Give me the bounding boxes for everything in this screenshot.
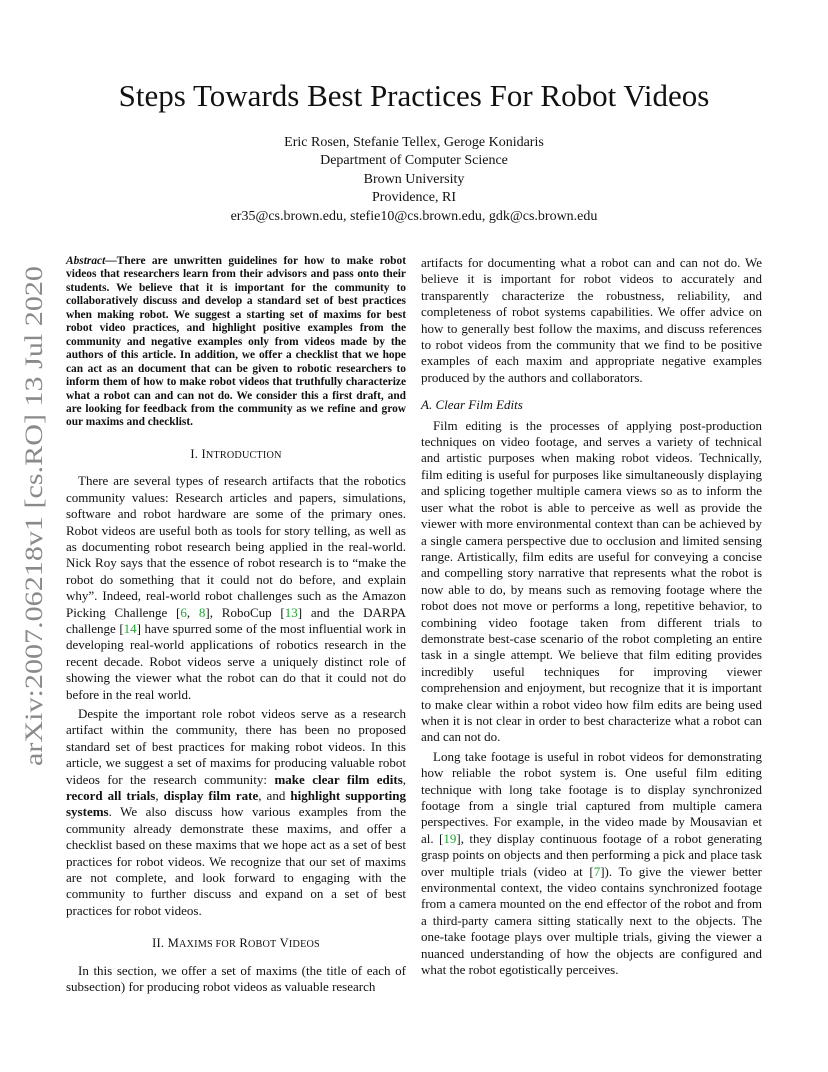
subsection-heading-clear-film-edits: A. Clear Film Edits	[421, 397, 523, 413]
intro-paragraph-1	[66, 473, 406, 703]
author-names: Eric Rosen, Stefanie Tellex, Geroge Konidaris	[284, 135, 544, 150]
abstract-text: There are unwritten guidelines for how to make robot videos that researchers learn from their advisors and pass onto their students. We believe that it is important for the community to collaboratively discuss and develop a standard set of best practices when making robot. We suggest a starting set of maxims for best robot video practices, and highlight positive examples from the community and negative examples only from videos made by the authors of this article. In addition, we offer a checklist that we hope can act as an document that can be given to robotic researchers to inform them of how to make robot videos that truthfully characterize what a robot can and can not do. We consider this a first draft, and are looking for feedback from the community as we refine and grow our maxims and checklist.	[66, 255, 406, 429]
clear-film-edits-paragraph-1: Film editing is the processes of applying post-production techniques on video footage, and serves a variety of technical and artistic purposes when making robot videos. Technically, film editing is useful for purposes like simultaneously displaying and splicing together multiple camera views so as to inform the user what the robot is able to perceive as well as provide the viewer with more environmental context than can be achieved by a single camera perspective due to occlusion and limited sensing range. Artistically, film edits are useful for conveying a concise and compelling story narrative that represents what the robot is now able to do, by means such as removing footage where the robot does not move or performs a long, repetitive behavior, to combining video footage taken from different trials to demonstrate best-case scenario of the robot completing an entire task in a single attempt. We believe that film editing provides incredibly useful techniques for improving viewer comprehension and enjoyment, but recognize that it is important to make clear within a robot video how film edits are being used when it is not clear in order to best characterize what a robot can and can not do.	[421, 417, 762, 745]
text-run: ] and the DARPA challenge [	[66, 604, 406, 636]
section-number: I.	[190, 446, 199, 461]
section-number: II.	[152, 936, 165, 951]
text-run: In this section, we offer a set of maxims (the title of each of subsection) for producing robot videos as valuable research	[66, 962, 406, 995]
maxim-record-all-trials: record all trials	[66, 788, 156, 804]
text-run: ,	[186, 604, 199, 620]
citation-link[interactable]: 13	[284, 604, 298, 620]
section-title-initial: M	[167, 936, 179, 951]
section-title-rest: OBOT	[247, 939, 277, 951]
maxims-paragraph-1-start	[66, 963, 406, 996]
text-run: , and	[258, 788, 291, 804]
text-run: . We also discuss how various examples from the community already demonstrate these maxims, and offer a checklist based on these maxims that we hope act as a set of best practices for robot videos. We recognize that our set of maxims are not complete, and look forward to engaging with the community to further discuss and expand on a set of best practices for robot videos.	[66, 804, 406, 918]
section-title-initial: R	[239, 936, 248, 951]
text-run: ], RoboCup [	[205, 604, 285, 620]
paper-title: Steps Towards Best Practices For Robot Videos	[118, 78, 710, 113]
citation-link[interactable]: 8	[198, 604, 206, 620]
text-run: There are several types of research artifacts that the robotics community values: Research articles and papers, simulations, software and robot hardware are some of the primary ones. Robot videos are useful both as tools for story telling, as well as as documenting robot research being applied in the real-world. Nick Roy says that the essence of robot research is to “make the robot do something that it could not do before, and explain why”. Indeed, real-world robot challenges such as the Amazon Picking Challenge [	[66, 473, 406, 620]
maxim-highlight-supporting-systems: highlight supporting systems	[66, 788, 407, 820]
citation-link[interactable]: 14	[123, 620, 137, 636]
maxims-paragraph-1-continued	[421, 255, 762, 386]
section-title-initial: I	[201, 446, 206, 461]
arxiv-identifier-stamp	[19, 266, 48, 766]
text-run: artifacts for documenting what a robot can and can not do. We believe it is important for robot videos to accurately and transparently characterize the robustness, reliability, and completeness of robot systems capabilities. We offer advice on how to generally best follow the maxims, and discuss references to robot videos from the community that we find to be positive examples of each maxim and appropriate negative examples produced by the authors and collaborators.	[421, 255, 762, 385]
left-column	[66, 255, 406, 998]
department: Department of Computer Science	[320, 153, 508, 169]
section-title-rest: IDEOS	[288, 939, 320, 951]
right-column	[421, 255, 762, 981]
text-run: ,	[402, 771, 407, 787]
text-run: ], they display continuous footage of a robot generating grasp points on objects and then performing a pick and place task over multiple trials (video at [	[421, 830, 762, 879]
abstract-dash: —	[105, 255, 117, 267]
text-run: Long take footage is useful in robot videos for demonstrating how reliable the robot system is. One useful film editing technique with long take footage is to display synchronized footage from a single trial captured from multiple camera perspectives. For example, in the video made by Mousavian et al. [	[421, 748, 762, 846]
author-emails: er35@cs.brown.edu, stefie10@cs.brown.edu, gdk@cs.brown.edu	[230, 208, 598, 224]
text-run: Despite the important role robot videos serve as a research artifact within the community, there has been no proposed standard set of best practices for making robot videos. In this article, we suggest a set of maxims for producing valuable robot videos for the research community:	[66, 705, 406, 787]
text-run: ,	[155, 788, 164, 804]
citation-link[interactable]: 6	[180, 604, 187, 620]
text-run: ]). To give the viewer better environmental context, the video contains synchronized footage from a camera mounted on the end effector of the robot and from a third-party camera sitting statically next to the objects. The one-take footage plays over multiple trials, giving the viewer a nuanced understanding of how the objects are configured and what the robot egotistically perceives.	[421, 863, 762, 978]
university: Brown University	[363, 171, 465, 187]
location: Providence, RI	[372, 190, 456, 206]
abstract-label: Abstract	[66, 255, 106, 267]
text-run: ] have spurred some of the most influential work in developing real-world applications of robotics research in the recent decade. Robot videos serve a uniquely distinct role of showing the viewer what the robot can do that it could not do before in the real world.	[66, 620, 406, 702]
section-title-rest: NTRODUCTION	[205, 449, 282, 461]
abstract	[66, 255, 406, 430]
maxim-display-film-rate: display film rate	[163, 788, 259, 804]
section-title-rest: AXIMS FOR	[178, 939, 236, 951]
citation-link[interactable]: 7	[593, 863, 601, 879]
citation-link[interactable]: 19	[443, 830, 457, 846]
section-heading-maxims	[66, 935, 406, 953]
intro-paragraph-2	[66, 706, 406, 919]
section-heading-introduction	[66, 446, 406, 464]
author-block	[0, 134, 828, 226]
arxiv-stamp-graphic	[19, 266, 48, 766]
maxim-clear-film-edits: make clear film edits	[274, 771, 403, 787]
section-title-initial: V	[279, 936, 289, 951]
clear-film-edits-paragraph-2	[421, 749, 762, 979]
arxiv-stamp-text: arXiv:2007.06218v1 [cs.RO] 13 Jul 2020	[19, 342, 48, 766]
